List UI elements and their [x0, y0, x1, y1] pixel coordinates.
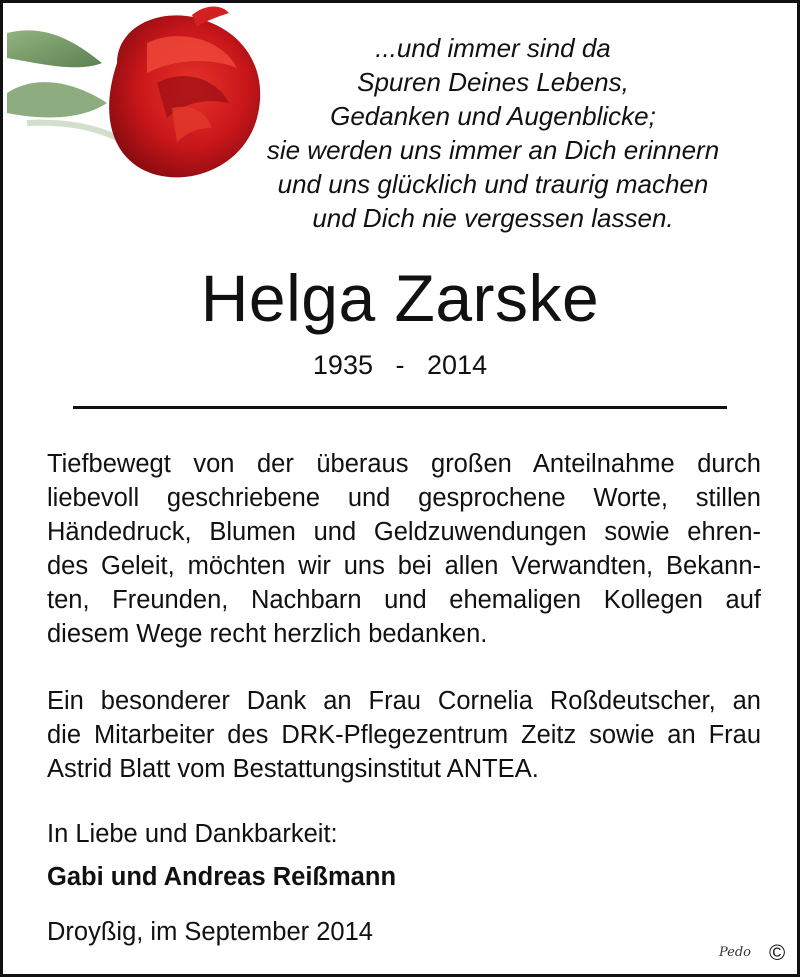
designer-signature: Pedo: [719, 945, 752, 960]
verse-line: Gedanken und Augenblicke;: [330, 101, 656, 131]
text-line: des Geleit, möchten wir uns bei allen Verwandten, Bekann-: [47, 552, 761, 580]
year-separator: -: [395, 350, 405, 380]
text-line: Tiefbewegt von der überaus großen Anteilnahme durch: [47, 450, 761, 478]
divider: [73, 406, 727, 409]
copyright-icon: ©: [769, 940, 786, 965]
signatories: Gabi und Andreas Reißmann: [47, 863, 397, 891]
memorial-verse: [243, 31, 743, 235]
death-year: 2014: [427, 350, 488, 380]
special-thanks-paragraph: [47, 684, 761, 786]
deceased-name: Helga Zarske: [200, 261, 600, 335]
text-line: Astrid Blatt vom Bestattungsinstitut ANTEA.: [47, 755, 539, 783]
text-line: diesem Wege recht herzlich bedanken.: [47, 620, 488, 648]
place-and-date: Droyßig, im September 2014: [47, 918, 373, 946]
text-line: ten, Freunden, Nachbarn und ehemaligen Kollegen auf: [47, 586, 761, 614]
verse-line: Spuren Deines Lebens,: [357, 67, 629, 97]
life-years: [3, 347, 797, 383]
verse-line: und Dich nie vergessen lassen.: [312, 203, 674, 233]
verse-line: sie werden uns immer an Dich erinnern: [266, 135, 720, 165]
closing-phrase: In Liebe und Dankbarkeit:: [47, 820, 338, 848]
thank-you-paragraph: [47, 447, 761, 651]
birth-year: 1935: [312, 350, 373, 380]
text-line: Händedruck, Blumen und Geldzuwendungen sowie ehren-: [47, 518, 761, 546]
text-line: Ein besonderer Dank an Frau Cornelia Roßdeutscher, an: [47, 687, 761, 715]
red-rose-image: [7, 3, 277, 193]
verse-line: ...und immer sind da: [375, 33, 611, 63]
text-line: die Mitarbeiter des DRK-Pflegezentrum Zeitz sowie an Frau: [47, 721, 761, 749]
verse-line: und uns glücklich und traurig machen: [277, 169, 709, 199]
text-line: liebevoll geschriebene und gesprochene Worte, stillen: [47, 484, 761, 512]
